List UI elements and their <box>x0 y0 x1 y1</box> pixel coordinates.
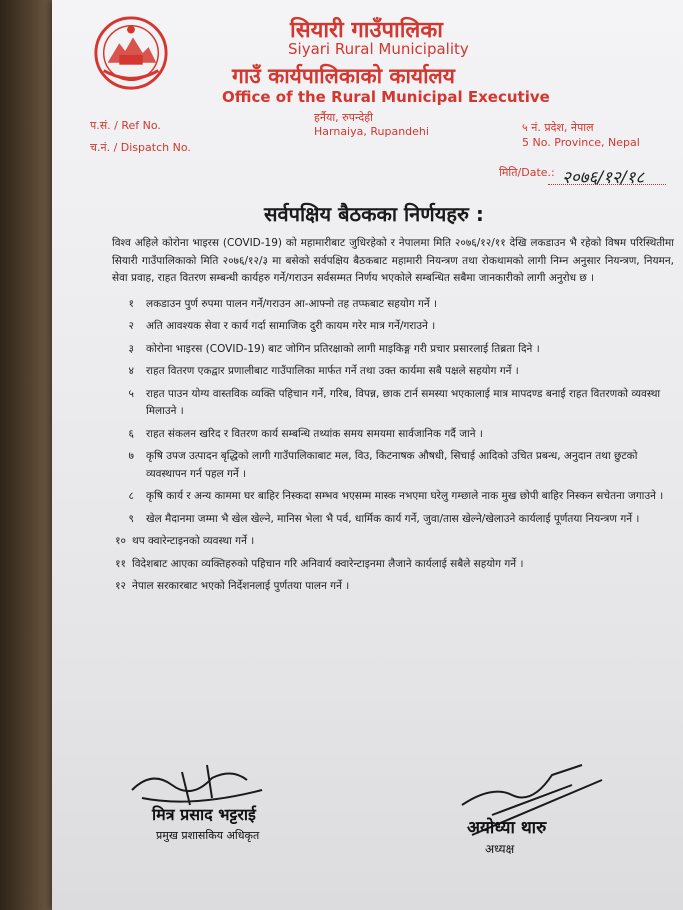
decision-item <box>112 533 674 551</box>
nepal-emblem-icon <box>92 14 170 92</box>
decision-number: १० <box>115 535 126 547</box>
province-en: 5 No. Province, Nepal <box>522 136 640 149</box>
dispatch-no-label: च.नं. / Dispatch No. <box>90 141 191 154</box>
decision-item <box>112 556 674 574</box>
decision-item <box>112 578 674 596</box>
date-underline <box>548 184 666 186</box>
document-body <box>112 235 674 601</box>
decision-list <box>112 296 674 596</box>
decision-text: राहत संकलन खरिद र वितरण कार्य सम्बन्धि तथ्यांक समय समयमा सार्वजानिक गर्दै जाने । <box>146 427 483 440</box>
decision-text: राहत पाउन योग्य वास्तविक व्यक्ति पहिचान गर्ने, गरिब, विपन्न, छाक टार्न समस्या भएकालाई मात्र मापदण्ड बनाई राहत वितरणको व्यवस्था मिलाउने । <box>146 387 661 417</box>
background-edge <box>0 0 60 910</box>
office-name-en: Office of the Rural Municipal Executive <box>222 88 550 106</box>
decision-number: ३ <box>128 342 134 355</box>
decision-number: १ <box>128 297 134 310</box>
address-np: हर्नैया, रुपन्देही <box>314 111 373 124</box>
decision-item <box>112 341 674 359</box>
ref-no-label: प.सं. / Ref No. <box>90 119 161 132</box>
decision-number: ६ <box>128 427 134 440</box>
decision-number: १२ <box>115 580 126 592</box>
decision-text: कृषि कार्य र अन्य काममा घर बाहिर निस्कदा सम्भव भएसम्म मास्क नभएमा घरेलु गम्छाले नाक मुख छोपी बाहिर निस्कन सचेतना जगाउने । <box>146 490 664 502</box>
decision-text: थप क्वारेन्टाइनको व्यवस्था गर्ने । <box>132 535 255 547</box>
document-page <box>52 0 683 910</box>
address-en: Harnaiya, Rupandehi <box>314 125 429 138</box>
decision-item <box>112 318 674 336</box>
decision-text: विदेशबाट आएका व्यक्तिहरुको पहिचान गरि अनिवार्य क्वारेन्टाइनमा लैजाने कार्यलाई सबैले सहयोग गर्ने । <box>132 557 524 570</box>
decision-item <box>112 511 674 529</box>
date-label: मिति/Date.: <box>499 166 555 179</box>
signatory-right-role: अध्यक्ष <box>485 842 515 856</box>
decision-number: २ <box>128 320 134 332</box>
decision-text: खेल मैदानमा जम्मा भै खेल खेल्ने, मानिस भेला भै पर्व, धार्मिक कार्य गर्ने, जुवा/तास खेल्ने/खेलाउने कार्यलाई पूर्णतया नियन्त्रण गर्ने । <box>146 512 640 525</box>
decision-number: ५ <box>128 387 134 400</box>
decision-text: कृषि उपज उत्पादन बृद्धिको लागी गाउँपालिकाबाट मल, विउ, किटनाषक औषधी, सिचाई आदिको उचित प्रबन्ध, अनुदान तथा छुटको व्यवस्थापन गर्न पहल गर्ने । <box>146 450 638 480</box>
decision-text: लकडाउन पुर्ण रुपमा पालन गर्ने/गराउन आ-आफ्नो तह तप्फबाट सहयोग गर्ने । <box>146 297 438 310</box>
municipality-name-np: सियारी गाउँपालिका <box>290 18 443 43</box>
document-title: सर्वपक्षिय बैठकका निर्णयहरु : <box>264 202 484 226</box>
decision-item <box>112 426 674 444</box>
decision-item <box>112 296 674 314</box>
decision-text: नेपाल सरकारबाट भएको निर्देशनलाई पुर्णतया पालन गर्ने । <box>132 580 350 592</box>
decision-item <box>112 488 674 506</box>
province-np: ५ नं. प्रदेश, नेपाल <box>522 121 594 134</box>
decision-text: राहत वितरण एकद्वार प्रणालीबाट गाउँपालिका मार्फत गर्ने तथा उक्त कार्यमा सबै पक्षले सहयोग गर्ने । <box>146 365 519 377</box>
decision-number: ११ <box>115 557 126 570</box>
signature-right-icon <box>432 755 652 865</box>
decision-text: अति आवश्यक सेवा र कार्य गर्दा सामाजिक दुरी कायम गरेर मात्र गर्ने/गराउने । <box>146 320 436 332</box>
signatory-left-role: प्रमुख प्रशासकिय अधिकृत <box>156 829 260 842</box>
municipality-name-en: Siyari Rural Municipality <box>288 40 469 58</box>
decision-number: ९ <box>128 512 134 525</box>
decision-item <box>112 448 674 483</box>
signatory-left-name: मित्र प्रसाद भट्टराई <box>152 805 256 824</box>
decision-text: कोरोना भाइरस (COVID-19) बाट जोगिन प्रतिरक्षाको लागी माइकिङ्ग गरी प्रचार प्रसारलाई तिब्रता दिने । <box>146 342 540 355</box>
decision-item <box>112 363 674 381</box>
office-name-np: गाउँ कार्यपालिकाको कार्यालय <box>232 64 455 88</box>
decision-number: ७ <box>128 450 134 462</box>
decision-number: ८ <box>128 490 134 502</box>
intro-paragraph: विश्व अहिले कोरोना भाइरस (COVID-19) को महामारीबाट जुधिरहेको र नेपालमा मिति २०७६/१२/११ देखि लकडाउन भै रहेको विषम परिस्थितीमा सियारी गाउँपालिकाको मिति २०७६/१२/३ मा बसेको सर्वपक्षिय बैठकबाट महामारी नियन्त्रण तथा रोकथामको लागी निम्न अनुसार नियन्त्रण, नियमन, सेवा प्रवाह, राहत वितरण सम्बन्धी कार्यहरु गर्ने/गराउन सर्वसम्मत निर्णय भएकोले सम्बन्धित सबैमा जानकारीको लागी अनुरोध छ । <box>112 237 674 284</box>
decision-item <box>112 386 674 421</box>
decision-number: ४ <box>128 365 134 377</box>
date-value: २०७६/१२/१८ <box>562 168 645 188</box>
signatory-right-name: अयोध्या थारु <box>467 818 547 838</box>
